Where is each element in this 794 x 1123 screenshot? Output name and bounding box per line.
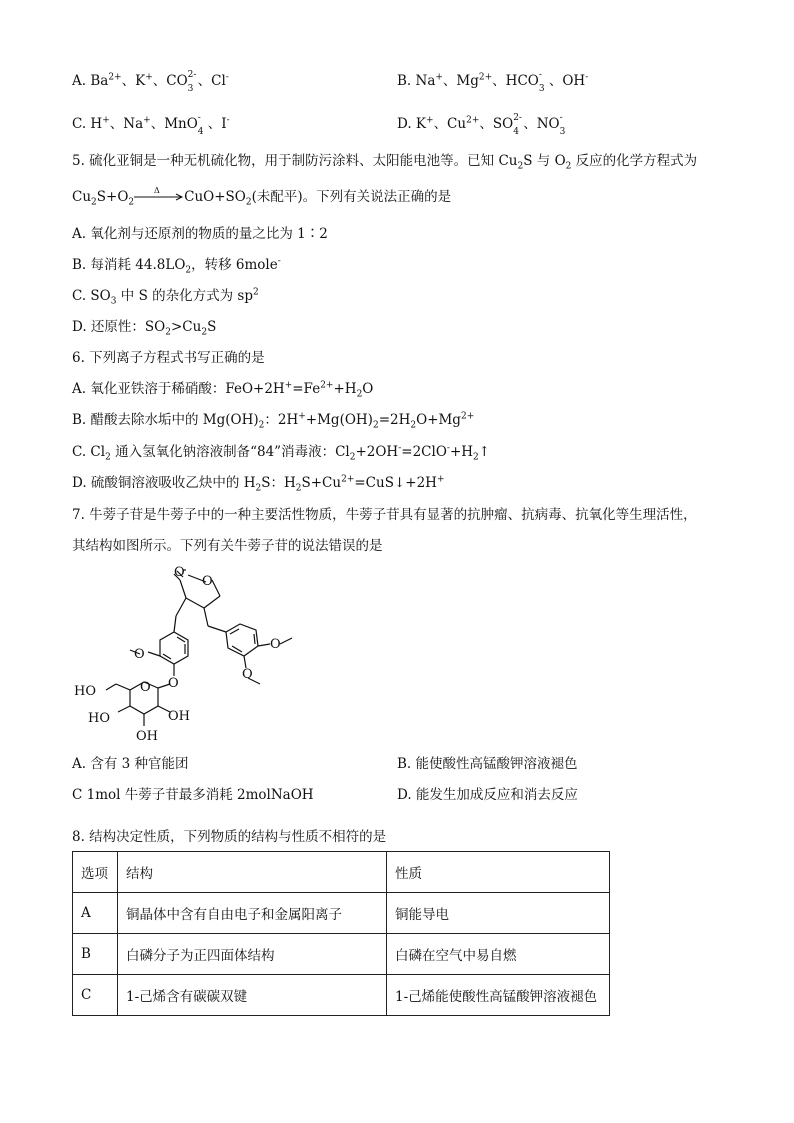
carbonyl-o-label: O [174,565,185,580]
q6-option-d: D. 硫酸铜溶液吸收乙炔中的 $H_2S$：$H_2S+Cu^{2+}=CuS↓+2H^+$ [72,474,445,494]
row-property: 铜能导电 [387,893,610,934]
q4-option-row-2 [72,113,722,137]
q6-option-a: A. 氧化亚铁溶于稀硝酸：$FeO+2H^+=Fe^{2+}+H_2O$ [72,380,374,400]
q7-option-row-1 [72,755,722,773]
q7-option-a: A. 含有 3 种官能团 [72,756,189,772]
right-methoxy-o-label-1: O [270,637,281,652]
arctiin-structure-diagram [70,560,310,750]
q6-option-b: B. 醋酸去除水垢中的 $Mg(OH)_2$：$2H^++Mg(OH)_2=2H_2O+Mg^{2+}$ [72,411,475,431]
q5-equation: $Cu_2S+O_2$ Δ $CuO+SO_2$(未配平)。下列有关说法正确的是 [72,186,452,208]
row-structure: 铜晶体中含有自由电子和金属阳离子 [118,893,387,934]
table-row [73,893,610,934]
q7-option-d: D. 能发生加成反应和消去反应 [397,787,578,803]
q7-stem-line2: 其结构如图所示。下列有关牛蒡子苷的说法错误的是 [72,538,383,554]
left-methoxy-o-label: O [134,647,145,662]
q5-option-b: B. 每消耗 $44.8LO_2$，转移 6mole- [72,256,281,276]
q4-option-c: C. H+、Na+、MnO - 4 、I- [72,113,230,137]
header-option: 选项 [73,852,118,893]
row-property: 白磷在空气中易自燃 [387,934,610,975]
table-row [73,975,610,1016]
row-option: C [73,975,118,1016]
q4-option-row-1 [72,70,722,94]
right-methoxy-o-label-2: O [242,667,253,682]
q4-option-a: A. $Ba^{2+}$、K+、CO 2- 3 、Cl- [72,70,229,94]
q8-table [72,851,610,1016]
table-row [73,934,610,975]
q7-option-c: C 1mol 牛蒡子苷最多消耗 2molNaOH [72,787,314,803]
row-option: A [73,893,118,934]
row-structure: 白磷分子为正四面体结构 [118,934,387,975]
oh-label-2: OH [168,709,190,724]
q5-option-d: D. 还原性：$SO_2>Cu_2S$ [72,319,217,338]
row-property: 1-己烯能使酸性高锰酸钾溶液褪色 [387,975,610,1016]
q5-stem-line1: 5. 硫化亚铜是一种无机硫化物，用于制防污涂料、太阳能电池等。已知 $Cu_2S$ 与 $O_2$ 反应的化学方程式为 [72,153,698,172]
ho-label-1: HO [74,684,96,699]
header-structure: 结构 [118,852,387,893]
q7-option-row-2 [72,786,722,804]
glycoside-o-label: O [168,676,179,691]
q4-option-d: D. K+、$Cu^{2+}$、SO 2- 4 、NO - 3 [397,113,566,137]
q7-option-b: B. 能使酸性高锰酸钾溶液褪色 [397,756,578,772]
sugar-ring-o-label: O [140,680,151,695]
row-option: B [73,934,118,975]
q6-stem: 6. 下列离子方程式书写正确的是 [72,350,265,366]
q6-option-c: C. $Cl_2$ 通入氢氧化钠溶液制备“84”消毒液：$Cl_2+2OH^-=2ClO^-+H_2↑$ [72,443,491,463]
header-property: 性质 [387,852,610,893]
q4-option-b: B. Na+、$Mg^{2+}$、HCO - 3 、OH- [397,70,589,94]
heat-arrow-icon [134,186,184,203]
svg-text:Δ: Δ [154,186,160,195]
q8-stem: 8. 结构决定性质，下列物质的结构与性质不相符的是 [72,829,387,845]
q5-option-c: C. $SO_3$ 中 S 的杂化方式为 $sp^2$ [72,287,259,307]
q5-option-a: A. 氧化剂与还原剂的物质的量之比为 1∶2 [72,226,328,242]
table-header-row [73,852,610,893]
ho-label-2: HO [88,711,110,726]
q7-stem-line1: 7. 牛蒡子苷是牛蒡子中的一种主要活性物质，牛蒡子苷具有显著的抗肿瘤、抗病毒、抗氧化等生理活性， [72,507,697,523]
row-structure: 1-己烯含有碳碳双键 [118,975,387,1016]
oh-label-1: OH [136,729,158,744]
ring-o-label: O [202,574,213,589]
